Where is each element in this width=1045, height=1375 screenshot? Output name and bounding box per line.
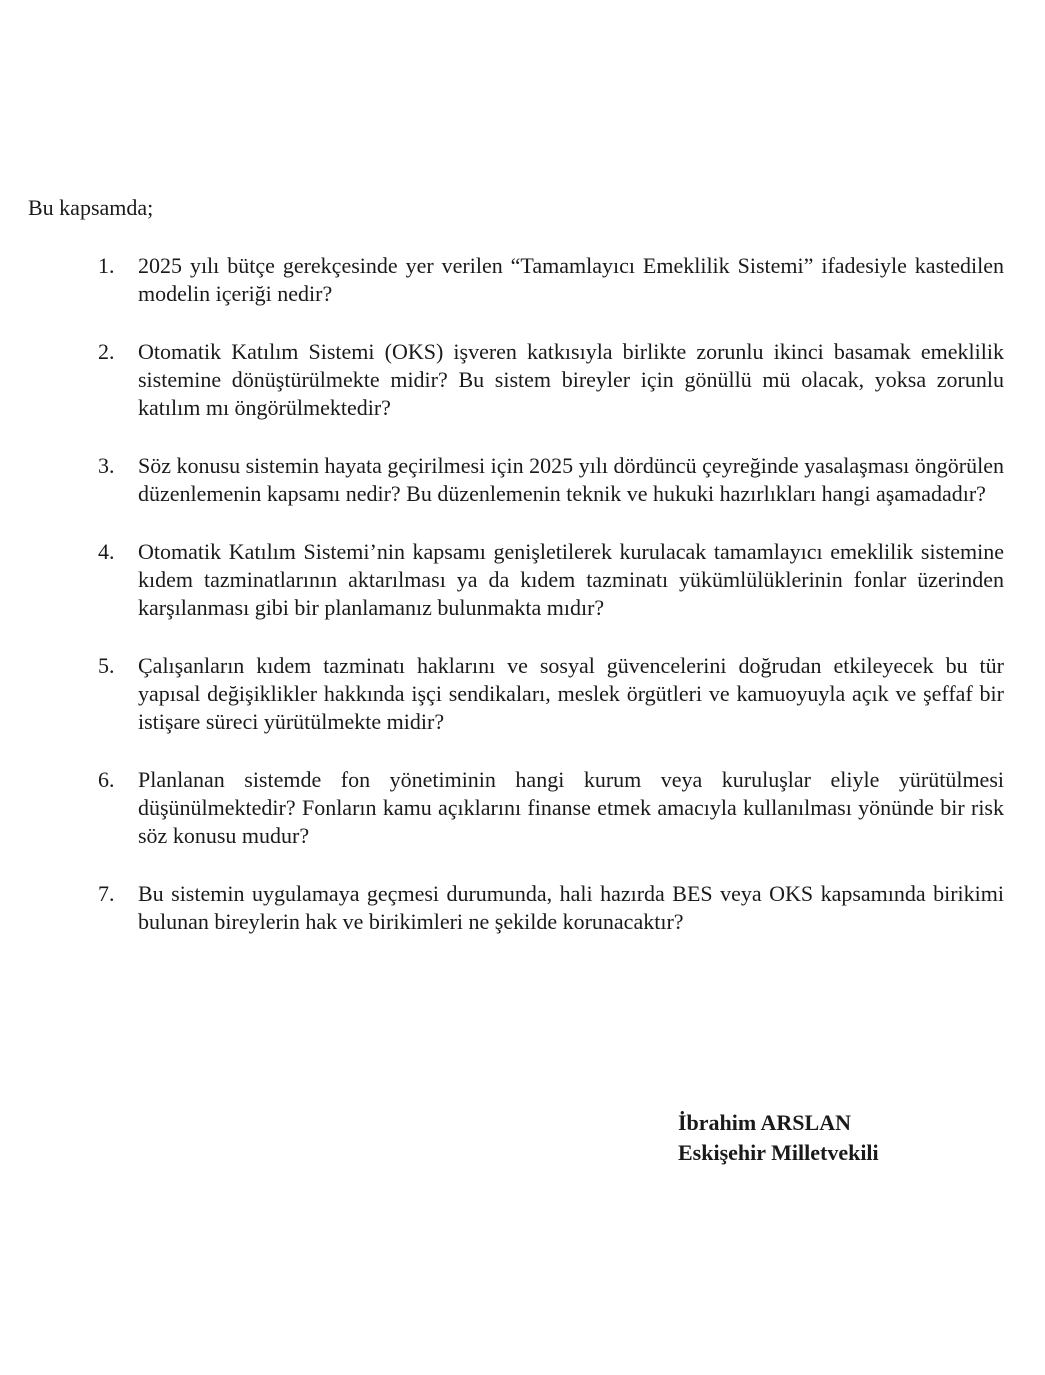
question-number: 4. [98,539,115,564]
question-number: 2. [98,339,115,364]
question-item [0,252,1045,308]
question-number: 6. [98,767,115,792]
question-number: 5. [98,653,115,678]
intro-text: Bu kapsamda; [28,195,154,220]
question-text: Planlanan sistemde fon yönetiminin hangi kurum veya kuruluşlar eliyle yürütülmesi düşünülmektedir? Fonların kamu açıklarını finanse etmek amacıyla kullanılması yönünde bir risk söz konusu mudur? [138,767,1004,848]
question-text: Otomatik Katılım Sistemi’nin kapsamı genişletilerek kurulacak tamamlayıcı emeklilik sistemine kıdem tazminatlarının aktarılması ya da kıdem tazminatı yükümlülüklerinin fonlar üzerinden karşılanması gibi bir planlamanız bulunmakta mıdır? [138,539,1004,620]
question-number: 3. [98,453,115,478]
question-item [0,766,1045,850]
question-number: 1. [98,253,115,278]
question-text: Bu sistemin uygulamaya geçmesi durumunda, hali hazırda BES veya OKS kapsamında birikimi bulunan bireylerin hak ve birikimleri ne şekilde korunacaktır? [138,881,1004,934]
question-text: Söz konusu sistemin hayata geçirilmesi için 2025 yılı dördüncü çeyreğinde yasalaşması öngörülen düzenlemenin kapsamı nedir? Bu düzenlemenin teknik ve hukuki hazırlıkları hangi aşamadadır? [138,453,1004,506]
question-item [0,538,1045,622]
question-list [0,252,1045,966]
question-item [0,452,1045,508]
signature-block [678,1108,879,1168]
question-item [0,652,1045,736]
question-item [0,338,1045,422]
question-text: Otomatik Katılım Sistemi (OKS) işveren katkısıyla birlikte zorunlu ikinci basamak emeklilik sistemine dönüştürülmekte midir? Bu sistem bireyler için gönüllü mü olacak, yoksa zorunlu katılım mı öngörülmektedir? [138,339,1004,420]
question-text: 2025 yılı bütçe gerekçesinde yer verilen “Tamamlayıcı Emeklilik Sistemi” ifadesiyle kastedilen modelin içeriği nedir? [138,253,1004,306]
signatory-title: Eskişehir Milletvekili [678,1140,879,1165]
signatory-name: İbrahim ARSLAN [678,1110,851,1135]
question-text: Çalışanların kıdem tazminatı haklarını ve sosyal güvencelerini doğrudan etkileyecek bu tür yapısal değişiklikler hakkında işçi sendikaları, meslek örgütleri ve kamuoyuyla açık ve şeffaf bir istişare süreci yürütülmekte midir? [138,653,1004,734]
question-number: 7. [98,881,115,906]
question-item [0,880,1045,936]
